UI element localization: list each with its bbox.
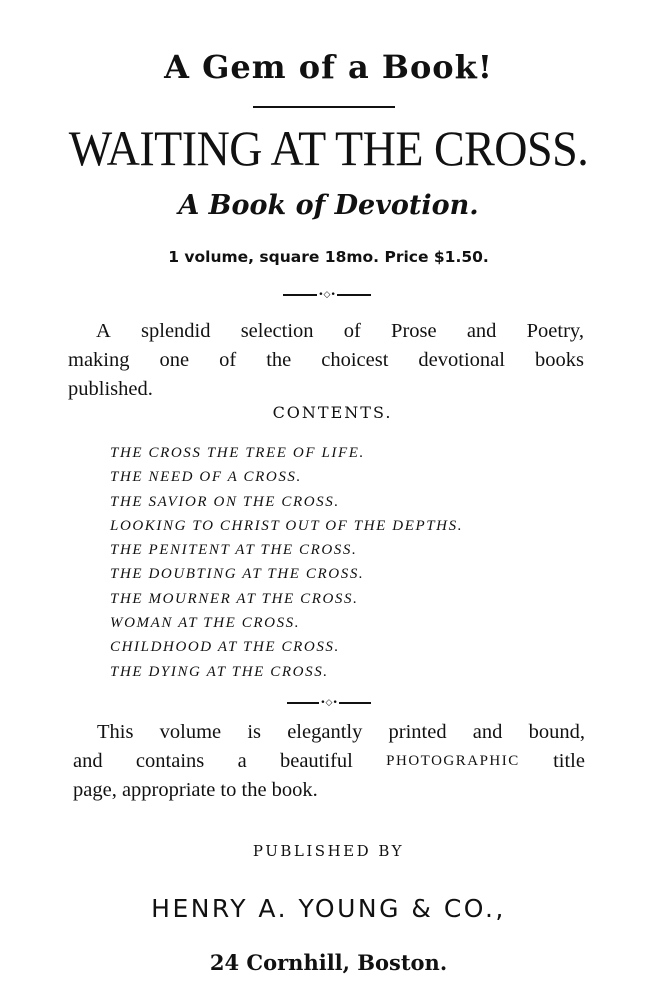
contents-item: LOOKING TO CHRIST OUT OF THE DEPTHS. [110,517,464,534]
ornament-divider [282,288,372,302]
ornament-glyph: •◇• [320,697,338,708]
contents-item: WOMAN AT THE CROSS. [110,615,301,632]
contents-item: THE DOUBTING AT THE CROSS. [110,566,365,583]
publisher-name: HENRY A. YOUNG & CO., [151,894,506,923]
contents-item: THE PENITENT AT THE CROSS. [110,542,358,559]
book-subtitle: A Book of Devotion. [178,190,479,221]
description-line: making one of the choicest devotional books [68,349,584,371]
divider-rule [253,106,395,108]
description-paragraph [68,317,584,404]
contents-item: THE NEED OF A CROSS. [110,469,302,486]
binding-line: This volume is elegantly printed and bound, [97,721,585,743]
ornament-divider [287,696,371,710]
contents-item: THE CROSS THE TREE OF LIFE. [110,445,365,461]
binding-line: page, appropriate to the book. [73,779,318,801]
headline: A Gem of a Book! [164,48,493,86]
published-by-label: PUBLISHED BY [252,842,405,860]
binding-paragraph [73,718,585,805]
description-line: A splendid selection of Prose and Poetry, [96,320,584,342]
ornament-glyph: •◇• [318,289,336,300]
binding-line: and contains a beautiful PHOTOGRAPHIC title [73,750,585,772]
contents-item: THE SAVIOR ON THE CROSS. [110,493,340,510]
contents-item: CHILDHOOD AT THE CROSS. [110,639,340,656]
description-line: published. [68,378,153,400]
contents-item: THE DYING AT THE CROSS. [110,663,329,680]
contents-heading: CONTENTS. [272,403,393,422]
book-title: WAITING AT THE CROSS. [68,120,589,177]
contents-list [110,441,463,684]
publisher-address: 24 Cornhill, Boston. [209,950,448,975]
contents-item: THE MOURNER AT THE CROSS. [110,590,359,607]
volume-price-info: 1 volume, square 18mo. Price $1.50. [168,248,489,266]
